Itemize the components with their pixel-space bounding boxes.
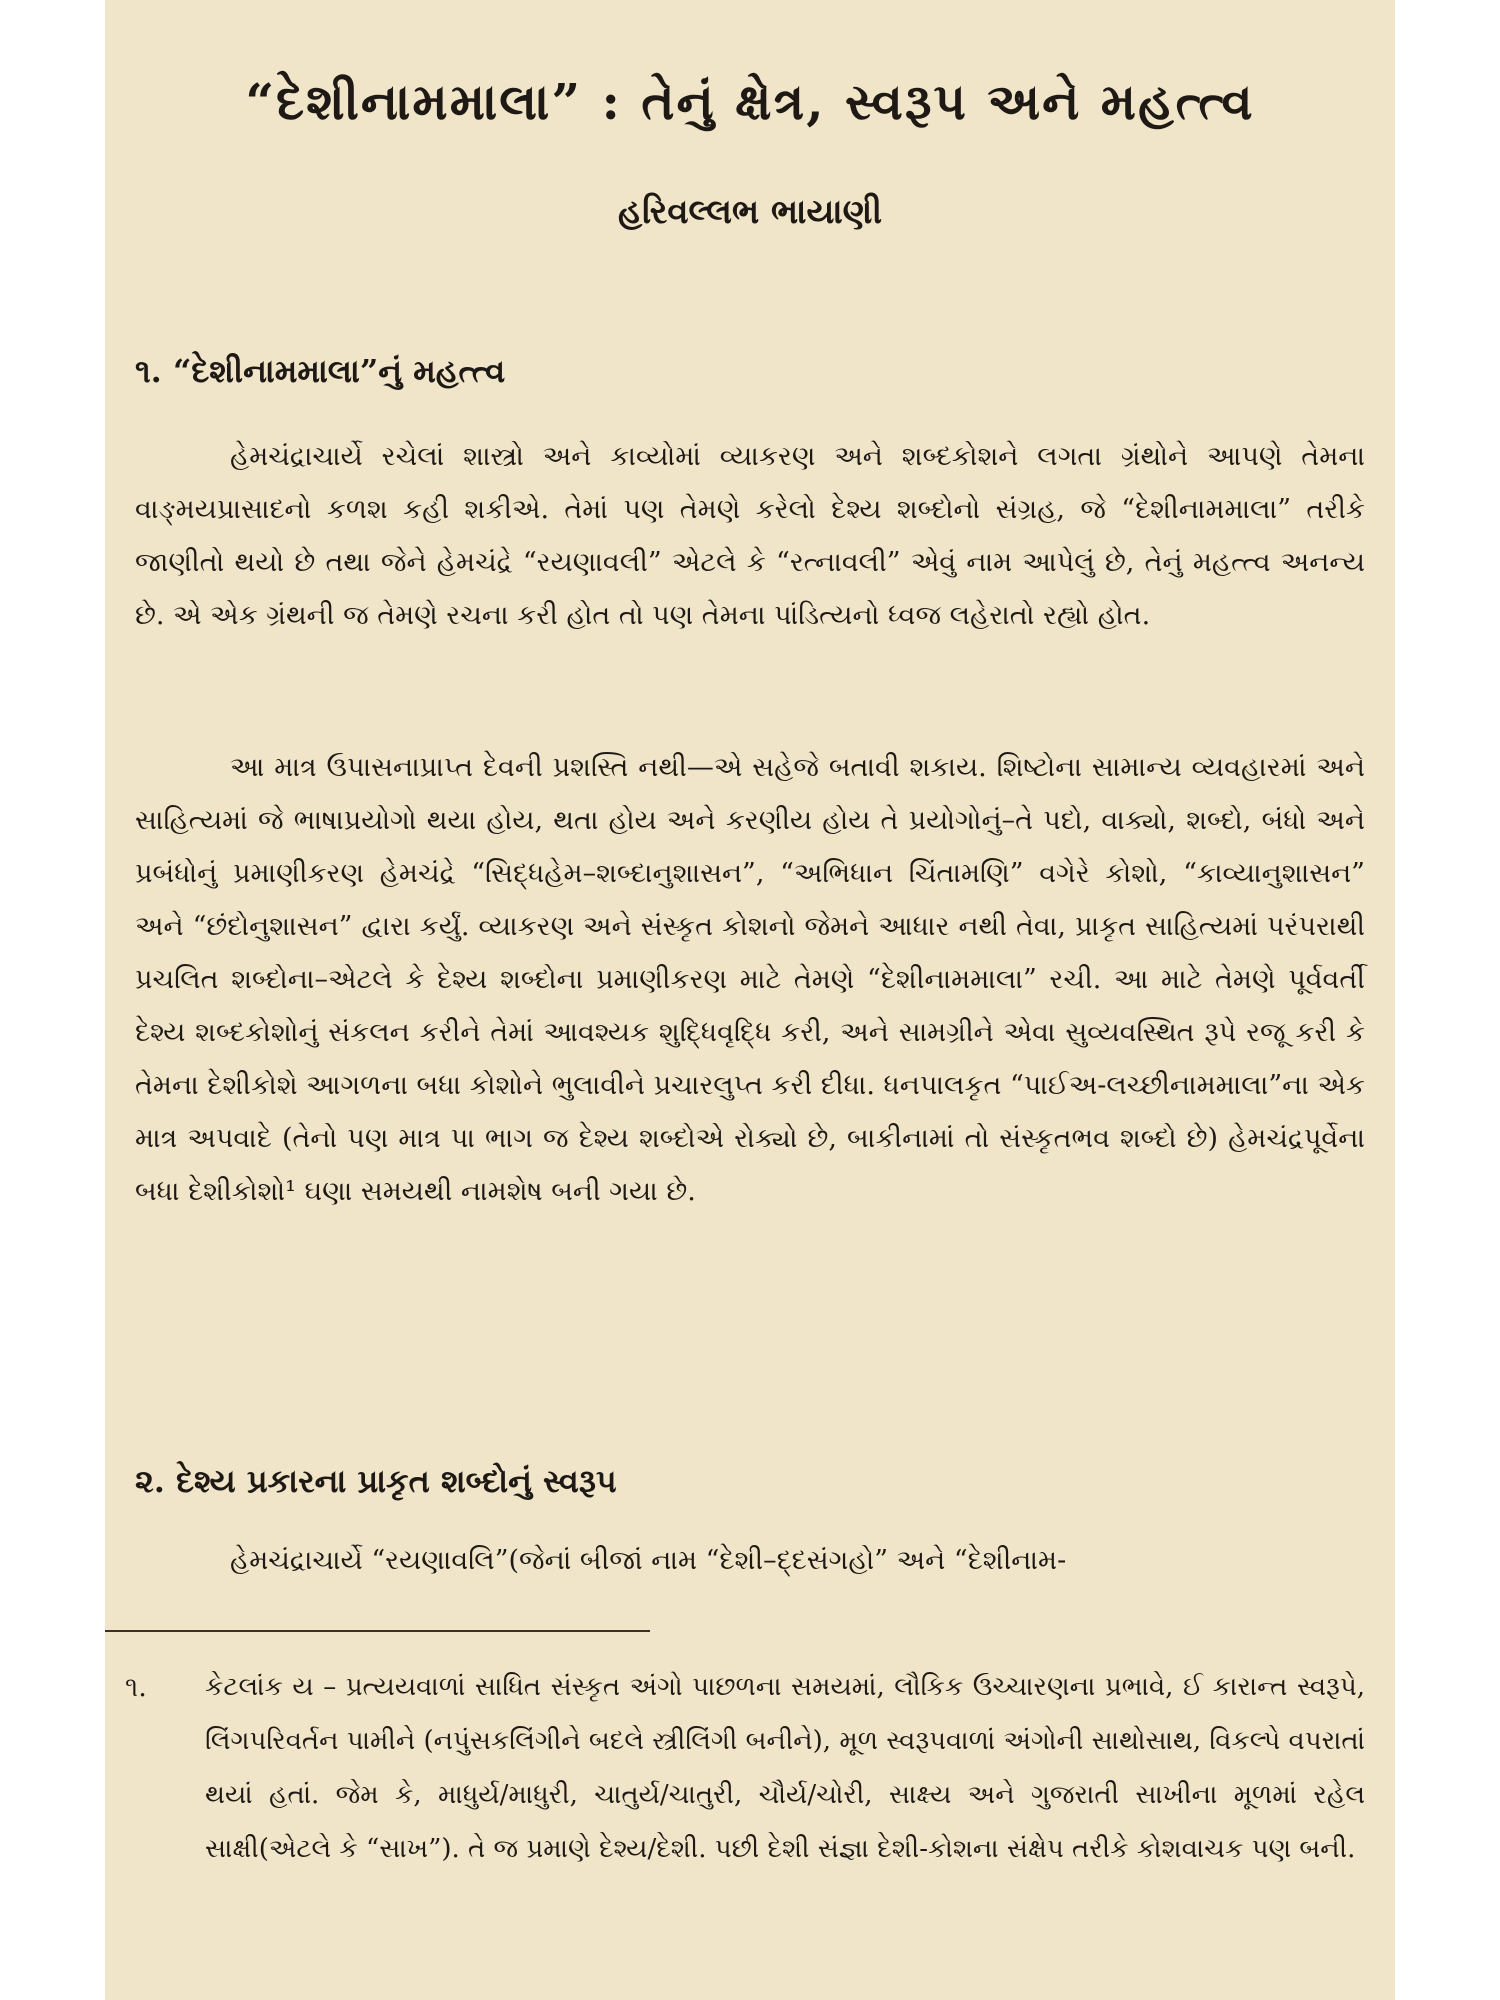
section-1-paragraph-2: આ માત્ર ઉપાસનાપ્રાપ્ત દેવની પ્રશસ્તિ નથી—એ સહેજે બતાવી શકાય. શિષ્ટોના સામાન્ય વ્યવહારમાં અને સાહિત્યમાં જે ભાષાપ્રયોગો થયા હોય, થતા હોય અને કરણીય હોય તે પ્રયોગોનું–તે પદો, વાક્યો, શબ્દો, બંધો અને પ્રબંધોનું પ્રમાણીકરણ હેમચંદ્રે “સિદ્ધહેમ–શબ્દાનુશાસન”, “અભિધાન ચિંતામણિ” વગેરે કોશો, “કાવ્યાનુશાસન” અને “છંદોનુશાસન” દ્વારા કર્યું. વ્યાકરણ અને સંસ્કૃત કોશનો જેમને આધાર નથી તેવા, પ્રાકૃત સાહિત્યમાં પરંપરાથી પ્રચલિત શબ્દોના–એટલે કે દેશ્ય શબ્દોના પ્રમાણીકરણ માટે તેમણે “દેશીનામમાલા” રચી. આ માટે તેમણે પૂર્વવર્તી દેશ્ય શબ્દકોશોનું સંકલન કરીને તેમાં આવશ્યક શુદ્ધિવૃદ્ધિ કરી, અને સામગ્રીને એવા સુવ્યવસ્થિત રૂપે રજૂ કરી કે તેમના દેશીકોશે આગળના બધા કોશોને ભુલાવીને પ્રચારલુપ્ત કરી દીધા. ધનપાલકૃત “પાઈઅ-લચ્છીનામમાલા”ના એક માત્ર અપવાદે (તેનો પણ માત્ર પા ભાગ જ દેશ્ય શબ્દોએ રોક્યો છે, બાકીનામાં તો સંસ્કૃતભવ શબ્દો છે) હેમચંદ્રપૂર્વેના બધા દેશીકોશો¹ ઘણા સમયથી નામશેષ બની ગયા છે. bbox=[135, 752, 1365, 1207]
section-2-paragraph-1: હેમચંદ્રાચાર્યે “રયણાવલિ”(જેનાં બીજાં નામ “દેશી–દ્દસંગહો” અને “દેશીનામ- bbox=[230, 1545, 1067, 1576]
book-page bbox=[105, 0, 1395, 2000]
author-name: હરિવલ્લભ ભાયાણી bbox=[617, 192, 883, 232]
section-1-heading: ૧. “દેશીનામમાલા”નું મહત્ત્વ bbox=[135, 352, 506, 390]
section-2-heading: ૨. દેશ્ય પ્રકારના પ્રાકૃત શબ્દોનું સ્વરૂપ bbox=[135, 1462, 617, 1500]
footnote-marker: ૧. bbox=[125, 1672, 147, 1703]
article-title: “દેશીનામમાલા” : તેનું ક્ષેત્ર, સ્વરૂપ અને મહત્ત્વ bbox=[245, 72, 1255, 131]
section-1-paragraph-1: હેમચંદ્રાચાર્યે રચેલાં શાસ્ત્રો અને કાવ્યોમાં વ્યાકરણ અને શબ્દકોશને લગતા ગ્રંથોને આપણે તેમના વાઙ્મયપ્રાસાદનો કળશ કહી શકીએ. તેમાં પણ તેમણે કરેલો દેશ્ય શબ્દોનો સંગ્રહ, જે “દેશીનામમાલા” તરીકે જાણીતો થયો છે તથા જેને હેમચંદ્રે “રયણાવલી” એટલે કે “રત્નાવલી” એવું નામ આપેલું છે, તેનું મહત્ત્વ અનન્ય છે. એ એક ગ્રંથની જ તેમણે રચના કરી હોત તો પણ તેમના પાંડિત્યનો ધ્વજ લહેરાતો રહ્યો હોત. bbox=[135, 441, 1365, 631]
footnote-text: કેટલાંક ય – પ્રત્યયવાળાં સાધિત સંસ્કૃત અંગો પાછળના સમયમાં, લૌકિક ઉચ્ચારણના પ્રભાવે, ઈ કારાન્ત સ્વરૂપે, લિંગપરિવર્તન પામીને (નપુંસકલિંગીને બદલે સ્ત્રીલિંગી બનીને), મૂળ સ્વરૂપવાળાં અંગોની સાથોસાથ, વિકલ્પે વપરાતાં થયાં હતાં. જેમ કે, માધુર્ય/માધુરી, ચાતુર્ય/ચાતુરી, ચૌર્ય/ચોરી, સાક્ષ્ય અને ગુજરાતી સાખીના મૂળમાં રહેલ સાક્ષી(એટલે કે “સાખ”). તે જ પ્રમાણે દેશ્ય/દેશી. પછી દેશી સંજ્ઞા દેશી-કોશના સંક્ષેપ તરીકે કોશવાચક પણ બની. bbox=[205, 1672, 1365, 1864]
footnote-divider bbox=[105, 1630, 650, 1632]
